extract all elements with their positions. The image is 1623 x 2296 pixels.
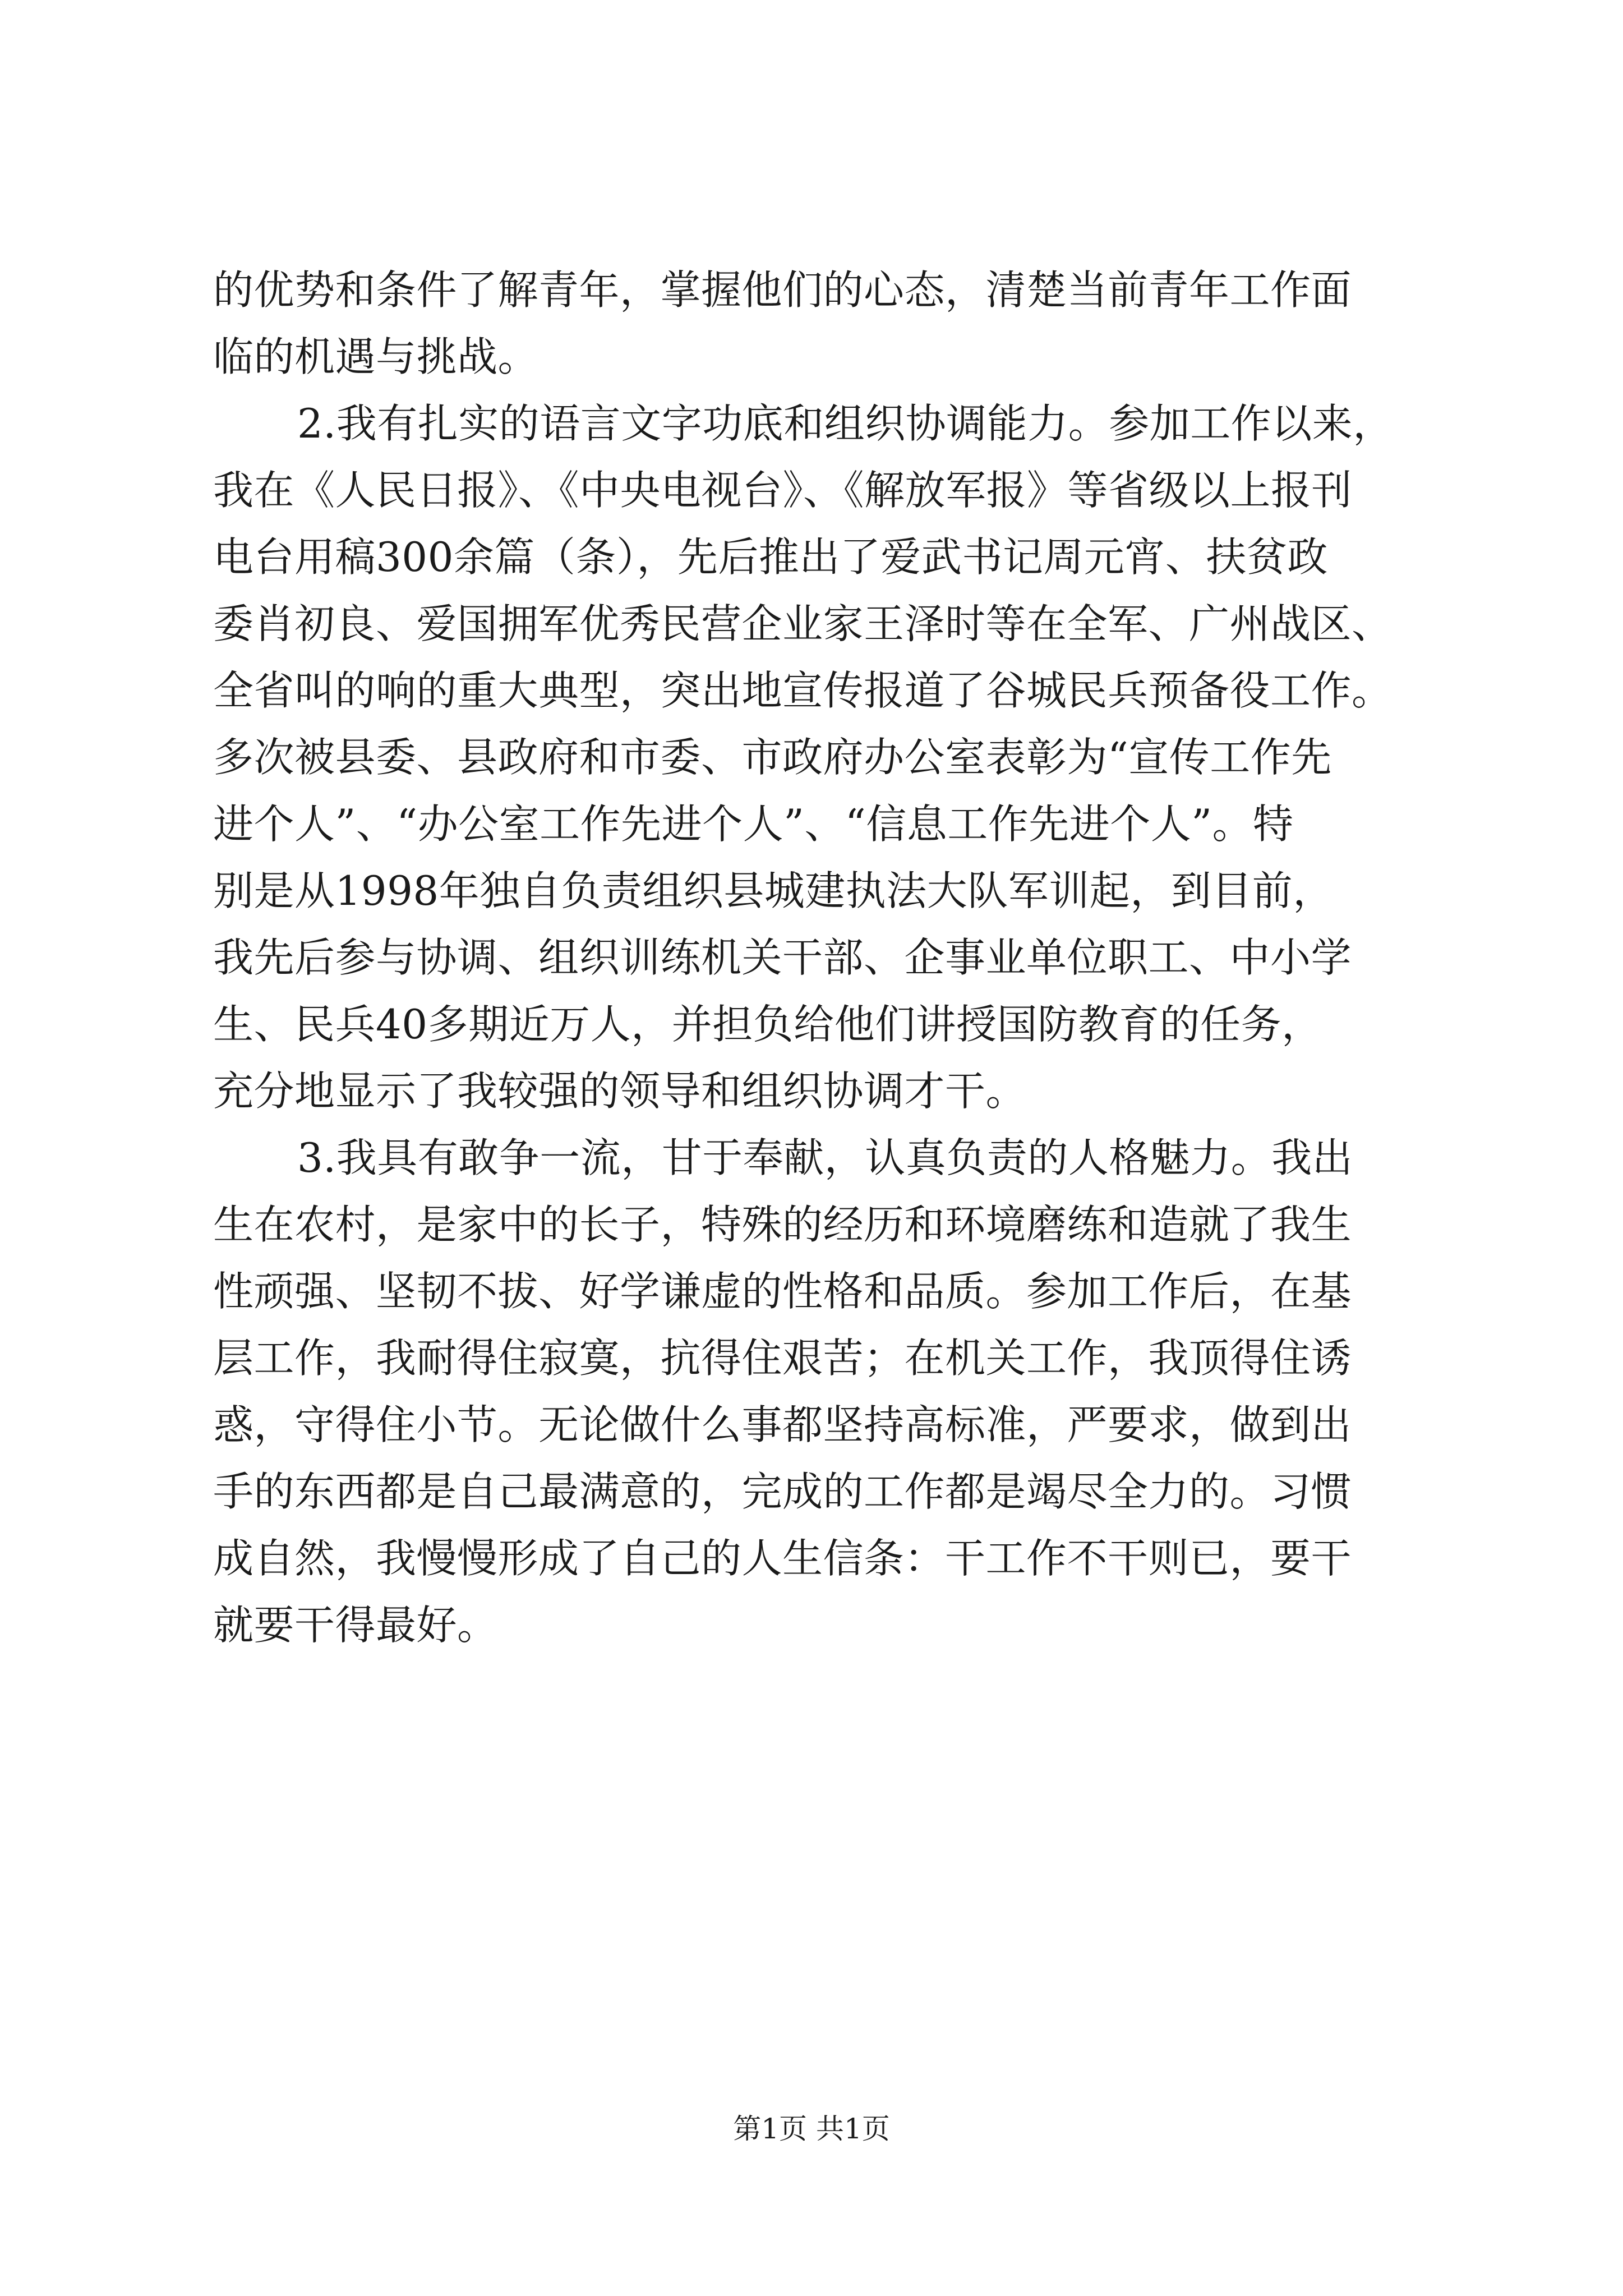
text-line: 3.我具有敢争一流，甘于奉献，认真负责的人格魅力。我出: [297, 1134, 1353, 1181]
paragraph: [213, 1125, 1447, 1659]
text-line: 充分地显示了我较强的领导和组织协调才干。: [213, 1068, 1027, 1115]
text-line: 我在《人民日报》、《中央电视台》、《解放军报》等省级以上报刊: [213, 467, 1353, 514]
text-line: 性顽强、坚韧不拔、好学谦虚的性格和品质。参加工作后，在基: [213, 1268, 1352, 1315]
document-body: [213, 257, 1447, 1659]
paragraph: [213, 257, 1447, 390]
text-line: 层工作，我耐得住寂寞，抗得住艰苦；在机关工作，我顶得住诱: [213, 1335, 1352, 1382]
text-line: 委肖初良、爱国拥军优秀民营企业家王泽时等在全军、广州战区、: [213, 600, 1393, 647]
page-number-footer: 第1页 共1页: [733, 2113, 890, 2145]
text-line: 生在农村，是家中的长子，特殊的经历和环境磨练和造就了我生: [213, 1201, 1352, 1248]
text-line: 的优势和条件了解青年，掌握他们的心态，清楚当前青年工作面: [213, 266, 1352, 314]
text-line: 别是从1998年独自负责组织县城建执法大队军训起，到目前，: [213, 867, 1334, 914]
text-line: 电台用稿300余篇（条），先后推出了爱武书记周元宵、扶贫政: [213, 533, 1328, 581]
text-line: 我先后参与协调、组织训练机关干部、企事业单位职工、中小学: [213, 934, 1352, 981]
text-line: 多次被县委、县政府和市委、市政府办公室表彰为“宣传工作先: [213, 734, 1332, 781]
text-line: 2.我有扎实的语言文字功底和组织协调能力。参加工作以来，: [297, 400, 1394, 447]
text-line: 生、民兵40多期近万人，并担负给他们讲授国防教育的任务，: [213, 1001, 1322, 1048]
text-line: 手的东西都是自己最满意的，完成的工作都是竭尽全力的。习惯: [213, 1468, 1352, 1515]
text-line: 成自然，我慢慢形成了自己的人生信条：干工作不干则已，要干: [213, 1535, 1352, 1582]
text-line: 进个人”、“办公室工作先进个人”、“信息工作先进个人”。特: [213, 800, 1294, 848]
text-line: 临的机遇与挑战。: [213, 333, 539, 380]
text-line: 全省叫的响的重大典型，突出地宣传报道了谷城民兵预备役工作。: [213, 667, 1393, 714]
paragraph: [213, 390, 1447, 1125]
text-line: 惑，守得住小节。无论做什么事都坚持高标准，严要求，做到出: [213, 1401, 1352, 1448]
text-line: 就要干得最好。: [213, 1602, 498, 1649]
